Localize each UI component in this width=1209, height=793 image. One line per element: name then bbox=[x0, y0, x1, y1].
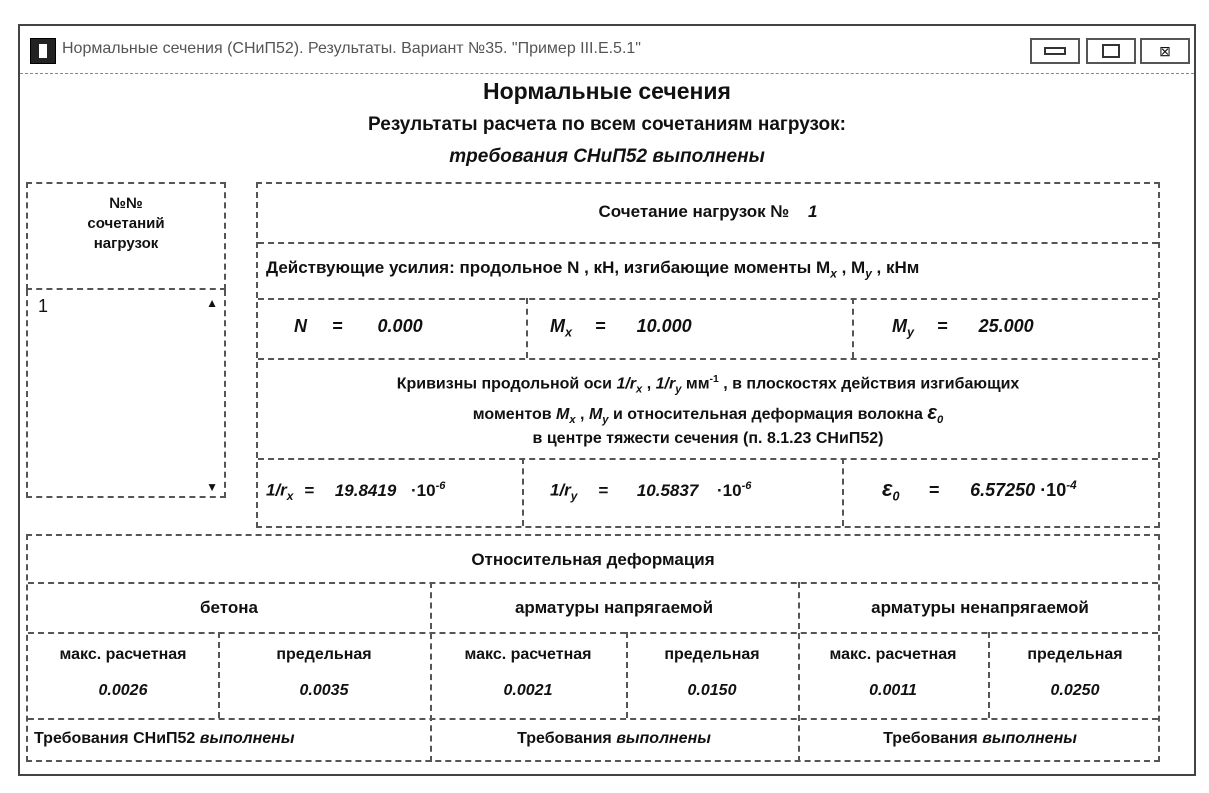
equals-sign: = bbox=[332, 316, 343, 336]
forces-caption bbox=[266, 258, 919, 280]
forces-caption-text: Действующие усилия: продольное N , кН, изгибающие моменты M bbox=[266, 258, 831, 277]
forces-caption-text: , M bbox=[836, 258, 866, 277]
combinations-header-line: №№ bbox=[109, 195, 143, 212]
moment-mx-cell bbox=[550, 316, 692, 340]
scroll-down-icon[interactable]: ▼ bbox=[206, 480, 218, 494]
caption-text: Кривизны продольной оси bbox=[396, 375, 617, 393]
exponent: -6 bbox=[741, 480, 752, 492]
moment-my-value: 25.000 bbox=[978, 316, 1034, 336]
group-header: арматуры ненапрягаемой bbox=[871, 598, 1089, 617]
minimize-icon bbox=[1044, 47, 1066, 55]
divider bbox=[626, 632, 628, 718]
combination-title bbox=[258, 202, 1158, 222]
results-subtitle: Результаты расчета по всем сочетаниям нагрузок: bbox=[368, 114, 846, 135]
caption-sub: x bbox=[636, 383, 643, 396]
divider bbox=[28, 718, 1158, 720]
caption-text: , bbox=[642, 375, 656, 393]
divider bbox=[28, 582, 1158, 584]
caption-text: , в плоскостях действия изгибающих bbox=[718, 375, 1020, 393]
moment-my-cell bbox=[892, 316, 1034, 340]
requirement-text: Требования bbox=[517, 730, 617, 747]
divider bbox=[988, 632, 990, 718]
limit-label: предельная bbox=[276, 646, 372, 663]
combinations-listbox[interactable] bbox=[26, 290, 226, 498]
scroll-up-icon[interactable]: ▲ bbox=[206, 296, 218, 310]
strain-e0-label: ε bbox=[882, 476, 893, 501]
curvature-y-label: 1/r bbox=[550, 480, 571, 500]
deformation-title: Относительная деформация bbox=[471, 550, 715, 569]
multiplier: ·10 bbox=[411, 480, 436, 500]
caption-text: , bbox=[575, 406, 589, 423]
curvature-caption-line1 bbox=[258, 374, 1158, 396]
limit-value: 0.0250 bbox=[1050, 682, 1100, 699]
requirement-status bbox=[798, 730, 1162, 748]
divider bbox=[258, 242, 1158, 244]
requirement-result: выполнены bbox=[616, 730, 711, 747]
moment-mx-sub: x bbox=[565, 325, 573, 340]
maximize-icon bbox=[1102, 44, 1120, 58]
limit-label: предельная bbox=[664, 646, 760, 663]
group-header: арматуры напрягаемой bbox=[514, 598, 714, 617]
curvature-x-cell bbox=[266, 480, 445, 503]
requirement-text: Требования bbox=[883, 730, 983, 747]
combinations-header bbox=[26, 182, 226, 290]
multiplier: ·10 bbox=[717, 480, 742, 500]
divider bbox=[522, 458, 524, 526]
requirement-result: выполнены bbox=[199, 730, 295, 747]
equals-sign: = bbox=[598, 480, 609, 500]
combination-panel bbox=[256, 182, 1160, 528]
strain-e0-sub: 0 bbox=[892, 489, 900, 504]
list-item[interactable]: 1 bbox=[38, 296, 49, 316]
caption-sub: y bbox=[675, 383, 682, 396]
max-label: макс. расчетная bbox=[59, 646, 187, 663]
curvature-caption-line3: в центре тяжести сечения (п. 8.1.23 СНиП52) bbox=[532, 430, 884, 447]
caption-text: моментов bbox=[472, 406, 557, 423]
title-bar[interactable] bbox=[20, 26, 1194, 74]
equals-sign: = bbox=[595, 316, 606, 336]
limit-value: 0.0150 bbox=[687, 682, 737, 699]
divider bbox=[526, 298, 528, 358]
caption-symbol: M bbox=[588, 406, 603, 423]
equals-sign: = bbox=[304, 480, 315, 500]
caption-sub: y bbox=[602, 414, 609, 427]
max-value: 0.0026 bbox=[98, 682, 148, 699]
minimize-button[interactable] bbox=[1030, 38, 1080, 64]
force-n-cell bbox=[294, 316, 423, 337]
combination-title-label: Сочетание нагрузок № bbox=[598, 202, 790, 221]
requirement-status bbox=[430, 730, 798, 748]
equals-sign: = bbox=[937, 316, 948, 336]
caption-symbol: M bbox=[556, 406, 570, 423]
curvature-y-sub: y bbox=[570, 489, 578, 504]
max-value: 0.0011 bbox=[869, 682, 917, 699]
curvature-y-cell bbox=[550, 480, 751, 503]
strain-e0-cell bbox=[882, 476, 1077, 504]
results-window bbox=[18, 24, 1196, 776]
exponent: -4 bbox=[1066, 479, 1077, 492]
moment-mx-value: 10.000 bbox=[636, 316, 692, 336]
curvature-x-sub: x bbox=[286, 489, 294, 504]
divider bbox=[852, 298, 854, 358]
limit-label: предельная bbox=[1027, 646, 1123, 663]
limit-value: 0.0035 bbox=[299, 682, 349, 699]
close-button[interactable] bbox=[1140, 38, 1190, 64]
requirement-text: Требования СНиП52 bbox=[34, 730, 200, 747]
curvature-x-label: 1/r bbox=[266, 480, 287, 500]
force-n-value: 0.000 bbox=[377, 316, 423, 336]
moment-mx-label: M bbox=[550, 316, 565, 336]
app-icon bbox=[30, 38, 56, 64]
force-n-label: N bbox=[294, 316, 307, 336]
divider bbox=[258, 298, 1158, 300]
curvature-y-value: 10.5837 bbox=[636, 480, 699, 500]
caption-sub: x bbox=[569, 414, 576, 427]
max-value: 0.0021 bbox=[503, 682, 553, 699]
combinations-list bbox=[26, 182, 226, 498]
combinations-header-line: нагрузок bbox=[93, 235, 159, 252]
caption-text: и относительная деформация волокна bbox=[608, 406, 928, 423]
moment-my-sub: y bbox=[907, 325, 915, 340]
curvature-x-value: 19.8419 bbox=[334, 480, 397, 500]
forces-caption-text: , кНм bbox=[871, 258, 920, 277]
close-icon: ⊠ bbox=[1159, 42, 1171, 59]
strain-e0-value: 6.57250 bbox=[970, 480, 1036, 500]
forces-caption-sub: y bbox=[865, 266, 872, 281]
equals-sign: = bbox=[928, 480, 940, 500]
caption-symbol: 1/r bbox=[616, 375, 637, 393]
caption-sup: -1 bbox=[709, 374, 719, 385]
maximize-button[interactable] bbox=[1086, 38, 1136, 64]
multiplier: ·10 bbox=[1040, 480, 1067, 500]
divider bbox=[842, 458, 844, 526]
window-title: Нормальные сечения (СНиП52). Результаты. Вариант №35. "Пример III.E.5.1" bbox=[62, 40, 641, 57]
combination-number: 1 bbox=[808, 202, 818, 221]
max-label: макс. расчетная bbox=[464, 646, 592, 663]
combinations-header-line: сочетаний bbox=[87, 215, 165, 232]
caption-symbol: 1/r bbox=[655, 375, 676, 393]
caption-sub: 0 bbox=[936, 414, 944, 427]
caption-symbol: ε bbox=[927, 402, 937, 424]
curvature-caption-line2 bbox=[258, 402, 1158, 426]
exponent: -6 bbox=[435, 480, 446, 492]
divider bbox=[218, 632, 220, 718]
divider bbox=[258, 458, 1158, 460]
page-title: Нормальные сечения bbox=[483, 78, 731, 104]
moment-my-label: M bbox=[892, 316, 907, 336]
divider bbox=[258, 358, 1158, 360]
forces-caption-sub: x bbox=[830, 266, 837, 281]
overall-status: требования СНиП52 выполнены bbox=[449, 146, 765, 167]
deformation-table bbox=[26, 534, 1160, 762]
requirement-status bbox=[34, 730, 295, 748]
max-label: макс. расчетная bbox=[829, 646, 957, 663]
group-header: бетона bbox=[200, 598, 258, 617]
requirement-result: выполнены bbox=[982, 730, 1077, 747]
caption-text: мм bbox=[681, 375, 710, 393]
